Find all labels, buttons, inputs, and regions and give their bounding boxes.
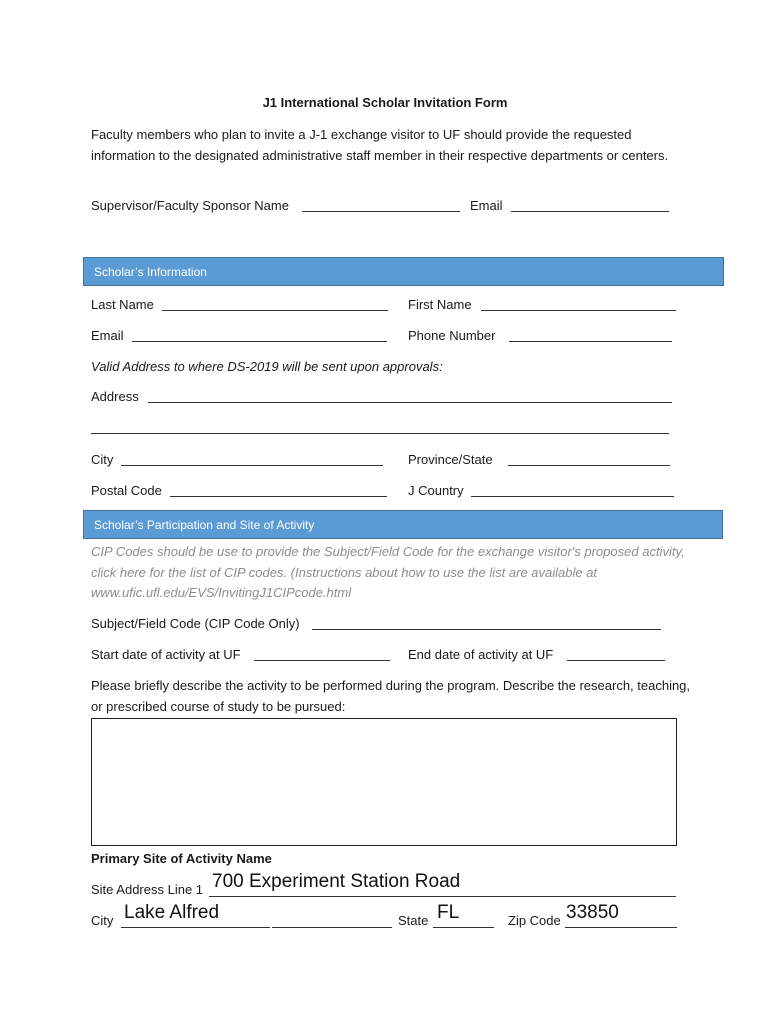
primary-site-label: Primary Site of Activity Name [91,851,272,866]
site-address-value[interactable]: 700 Experiment Station Road [212,871,461,892]
cip-note: CIP Codes should be use to provide the Subject/Field Code for the exchange visitor's proposed activity, click here for the list of CIP codes. (Instructions about how to use the list are available at www.ufic.ufl.edu/EVS/InvitingJ1CIPcode.html [91,544,685,600]
phone-label: Phone Number [408,328,496,343]
scholar-email-field[interactable] [132,341,387,342]
end-date-label: End date of activity at UF [408,647,554,662]
describe-activity-label: Please briefly describe the activity to be performed during the program. Describe the research, teaching, or prescribed course of study to be pursued: [91,678,691,714]
postal-code-label: Postal Code [91,483,162,498]
sponsor-email-field[interactable] [511,211,669,212]
site-zip-label: Zip Code [508,913,561,928]
sponsor-name-label: Supervisor/Faculty Sponsor Name [91,198,289,213]
site-state-field[interactable] [433,927,494,928]
phone-field[interactable] [509,341,672,342]
address-note: Valid Address to where DS-2019 will be sent upon approvals: [91,359,443,374]
subject-code-field[interactable] [312,629,661,630]
address-field-line1[interactable] [148,402,672,403]
site-city-field-a[interactable] [121,927,270,928]
end-date-field[interactable] [567,660,665,661]
site-city-field-b[interactable] [272,927,392,928]
site-state-value[interactable]: FL [437,902,460,923]
site-state-label: State [398,913,429,928]
intro-text: Faculty members who plan to invite a J-1 exchange visitor to UF should provide the requested information to the designated administrative staff member in their respective departments or centers. [91,127,669,163]
sponsor-email-label: Email [470,198,503,213]
sponsor-name-field[interactable] [302,211,460,212]
province-label: Province/State [408,452,493,467]
city-label: City [91,452,114,467]
address-field-line2[interactable] [91,433,669,434]
city-field[interactable] [121,465,383,466]
province-field[interactable] [508,465,670,466]
scholar-email-label: Email [91,328,124,343]
start-date-label: Start date of activity at UF [91,647,241,662]
country-field[interactable] [471,496,674,497]
site-address-field[interactable] [209,896,676,897]
activity-description-box[interactable] [91,718,677,846]
site-city-value[interactable]: Lake Alfred [124,902,220,923]
site-zip-value[interactable]: 33850 [566,902,619,923]
last-name-field[interactable] [162,310,388,311]
postal-code-field[interactable] [170,496,387,497]
country-label: J Country [408,483,464,498]
last-name-label: Last Name [91,297,154,312]
address-label: Address [91,389,139,404]
participation-heading: Scholar’s Participation and Site of Activity [83,510,723,539]
site-address-label: Site Address Line 1 [91,882,204,897]
subject-code-label: Subject/Field Code (CIP Code Only) [91,616,300,631]
site-city-label: City [91,913,114,928]
start-date-field[interactable] [254,660,390,661]
form-title: J1 International Scholar Invitation Form [262,95,508,110]
site-zip-field[interactable] [565,927,677,928]
first-name-label: First Name [408,297,472,312]
first-name-field[interactable] [481,310,676,311]
scholar-info-heading: Scholar’s Information [83,257,724,286]
